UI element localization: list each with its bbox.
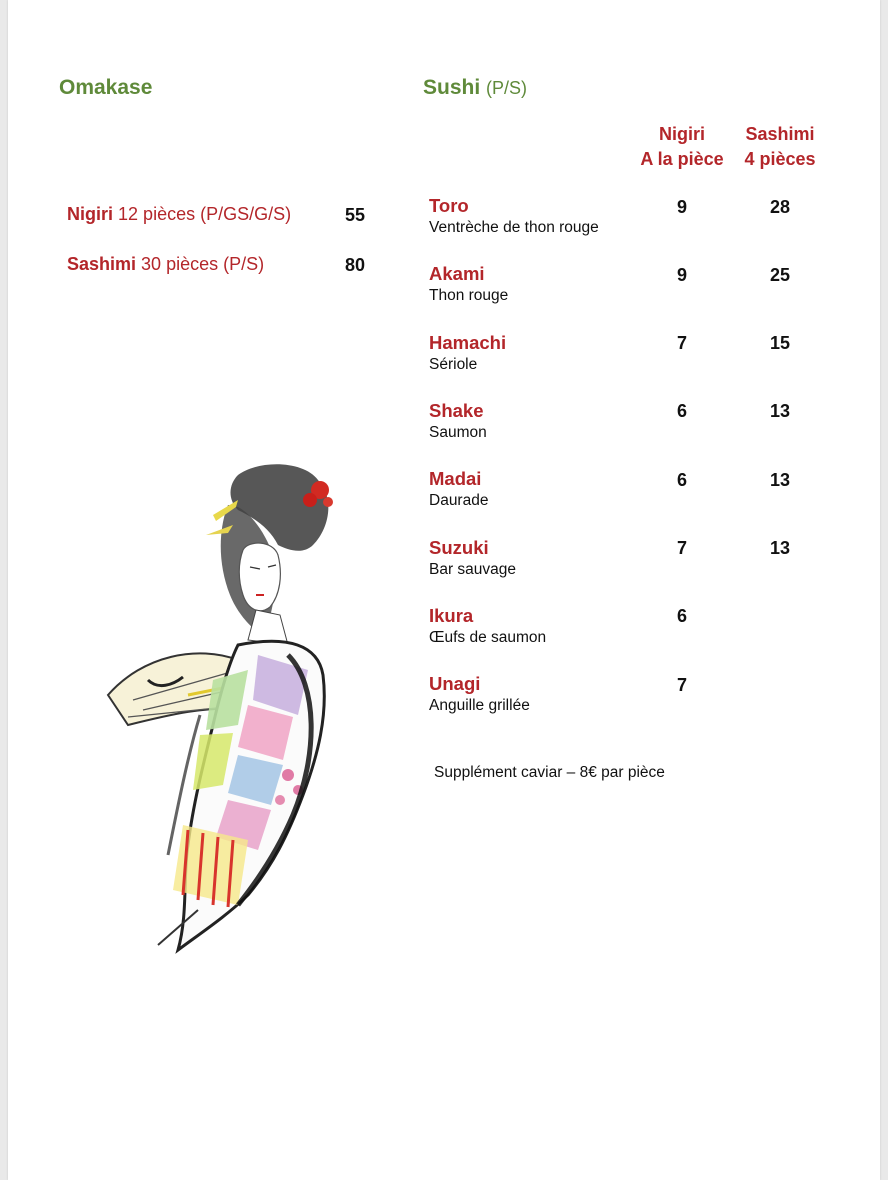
nigiri-price: 7 (676, 333, 687, 353)
omakase-item-desc: 30 pièces (P/S) (141, 254, 265, 274)
omakase-item-nigiri (67, 204, 291, 225)
column-header-nigiri (632, 122, 732, 172)
sushi-row-akami (429, 263, 508, 305)
sushi-row-toro (429, 195, 599, 237)
sushi-name: Ikura (429, 605, 474, 626)
nigiri-price: 6 (676, 401, 687, 421)
omakase-title: Omakase (59, 76, 153, 99)
sushi-row-hamachi (429, 332, 506, 374)
sushi-title (423, 76, 527, 100)
sushi-name: Akami (429, 263, 485, 284)
sushi-row-unagi (429, 673, 530, 715)
sashimi-price: 13 (769, 538, 791, 558)
sashimi-price: 25 (769, 265, 791, 285)
geisha-illustration (88, 455, 358, 960)
column-header-sashimi (730, 122, 830, 172)
omakase-price: 55 (345, 205, 366, 225)
geisha-icon (88, 455, 358, 960)
nigiri-price: 6 (676, 470, 687, 490)
omakase-item-desc: 12 pièces (P/GS/G/S) (118, 204, 292, 224)
omakase-item-name: Sashimi (67, 254, 137, 274)
nigiri-price: 7 (676, 675, 687, 695)
sushi-desc: Thon rouge (429, 287, 509, 304)
sushi-desc: Sériole (429, 356, 478, 373)
sushi-name: Madai (429, 468, 482, 489)
omakase-item-name: Nigiri (67, 204, 114, 224)
omakase-price: 80 (345, 255, 366, 275)
nigiri-price: 9 (676, 197, 687, 217)
sushi-desc: Anguille grillée (429, 697, 530, 714)
sushi-name: Suzuki (429, 537, 489, 558)
sushi-title-text: Sushi (423, 76, 481, 99)
column-header-line: Sashimi (745, 124, 815, 144)
menu-page (8, 0, 880, 1180)
nigiri-price: 7 (676, 538, 687, 558)
nigiri-price: 6 (676, 606, 687, 626)
sushi-desc: Saumon (429, 424, 487, 441)
sashimi-price: 13 (769, 401, 791, 421)
caviar-supplement-note: Supplément caviar – 8€ par pièce (434, 764, 665, 781)
sushi-row-ikura (429, 605, 546, 647)
sushi-name: Toro (429, 195, 469, 216)
sushi-desc: Daurade (429, 492, 489, 509)
sushi-name: Hamachi (429, 332, 507, 353)
sushi-desc: Œufs de saumon (429, 629, 547, 646)
sashimi-price: 13 (769, 470, 791, 490)
sushi-desc: Ventrèche de thon rouge (429, 219, 599, 236)
sashimi-price: 15 (769, 333, 791, 353)
sushi-row-madai (429, 468, 488, 510)
sashimi-price: 28 (769, 197, 791, 217)
nigiri-price: 9 (676, 265, 687, 285)
omakase-item-sashimi (67, 254, 264, 275)
sushi-row-shake (429, 400, 487, 442)
column-header-line: Nigiri (658, 124, 705, 144)
sushi-row-suzuki (429, 537, 516, 579)
sushi-name: Shake (429, 400, 484, 421)
sushi-name: Unagi (429, 673, 481, 694)
sushi-title-note: (P/S) (486, 78, 528, 98)
column-header-line: A la pièce (640, 149, 724, 169)
sushi-desc: Bar sauvage (429, 561, 517, 578)
column-header-line: 4 pièces (744, 149, 816, 169)
